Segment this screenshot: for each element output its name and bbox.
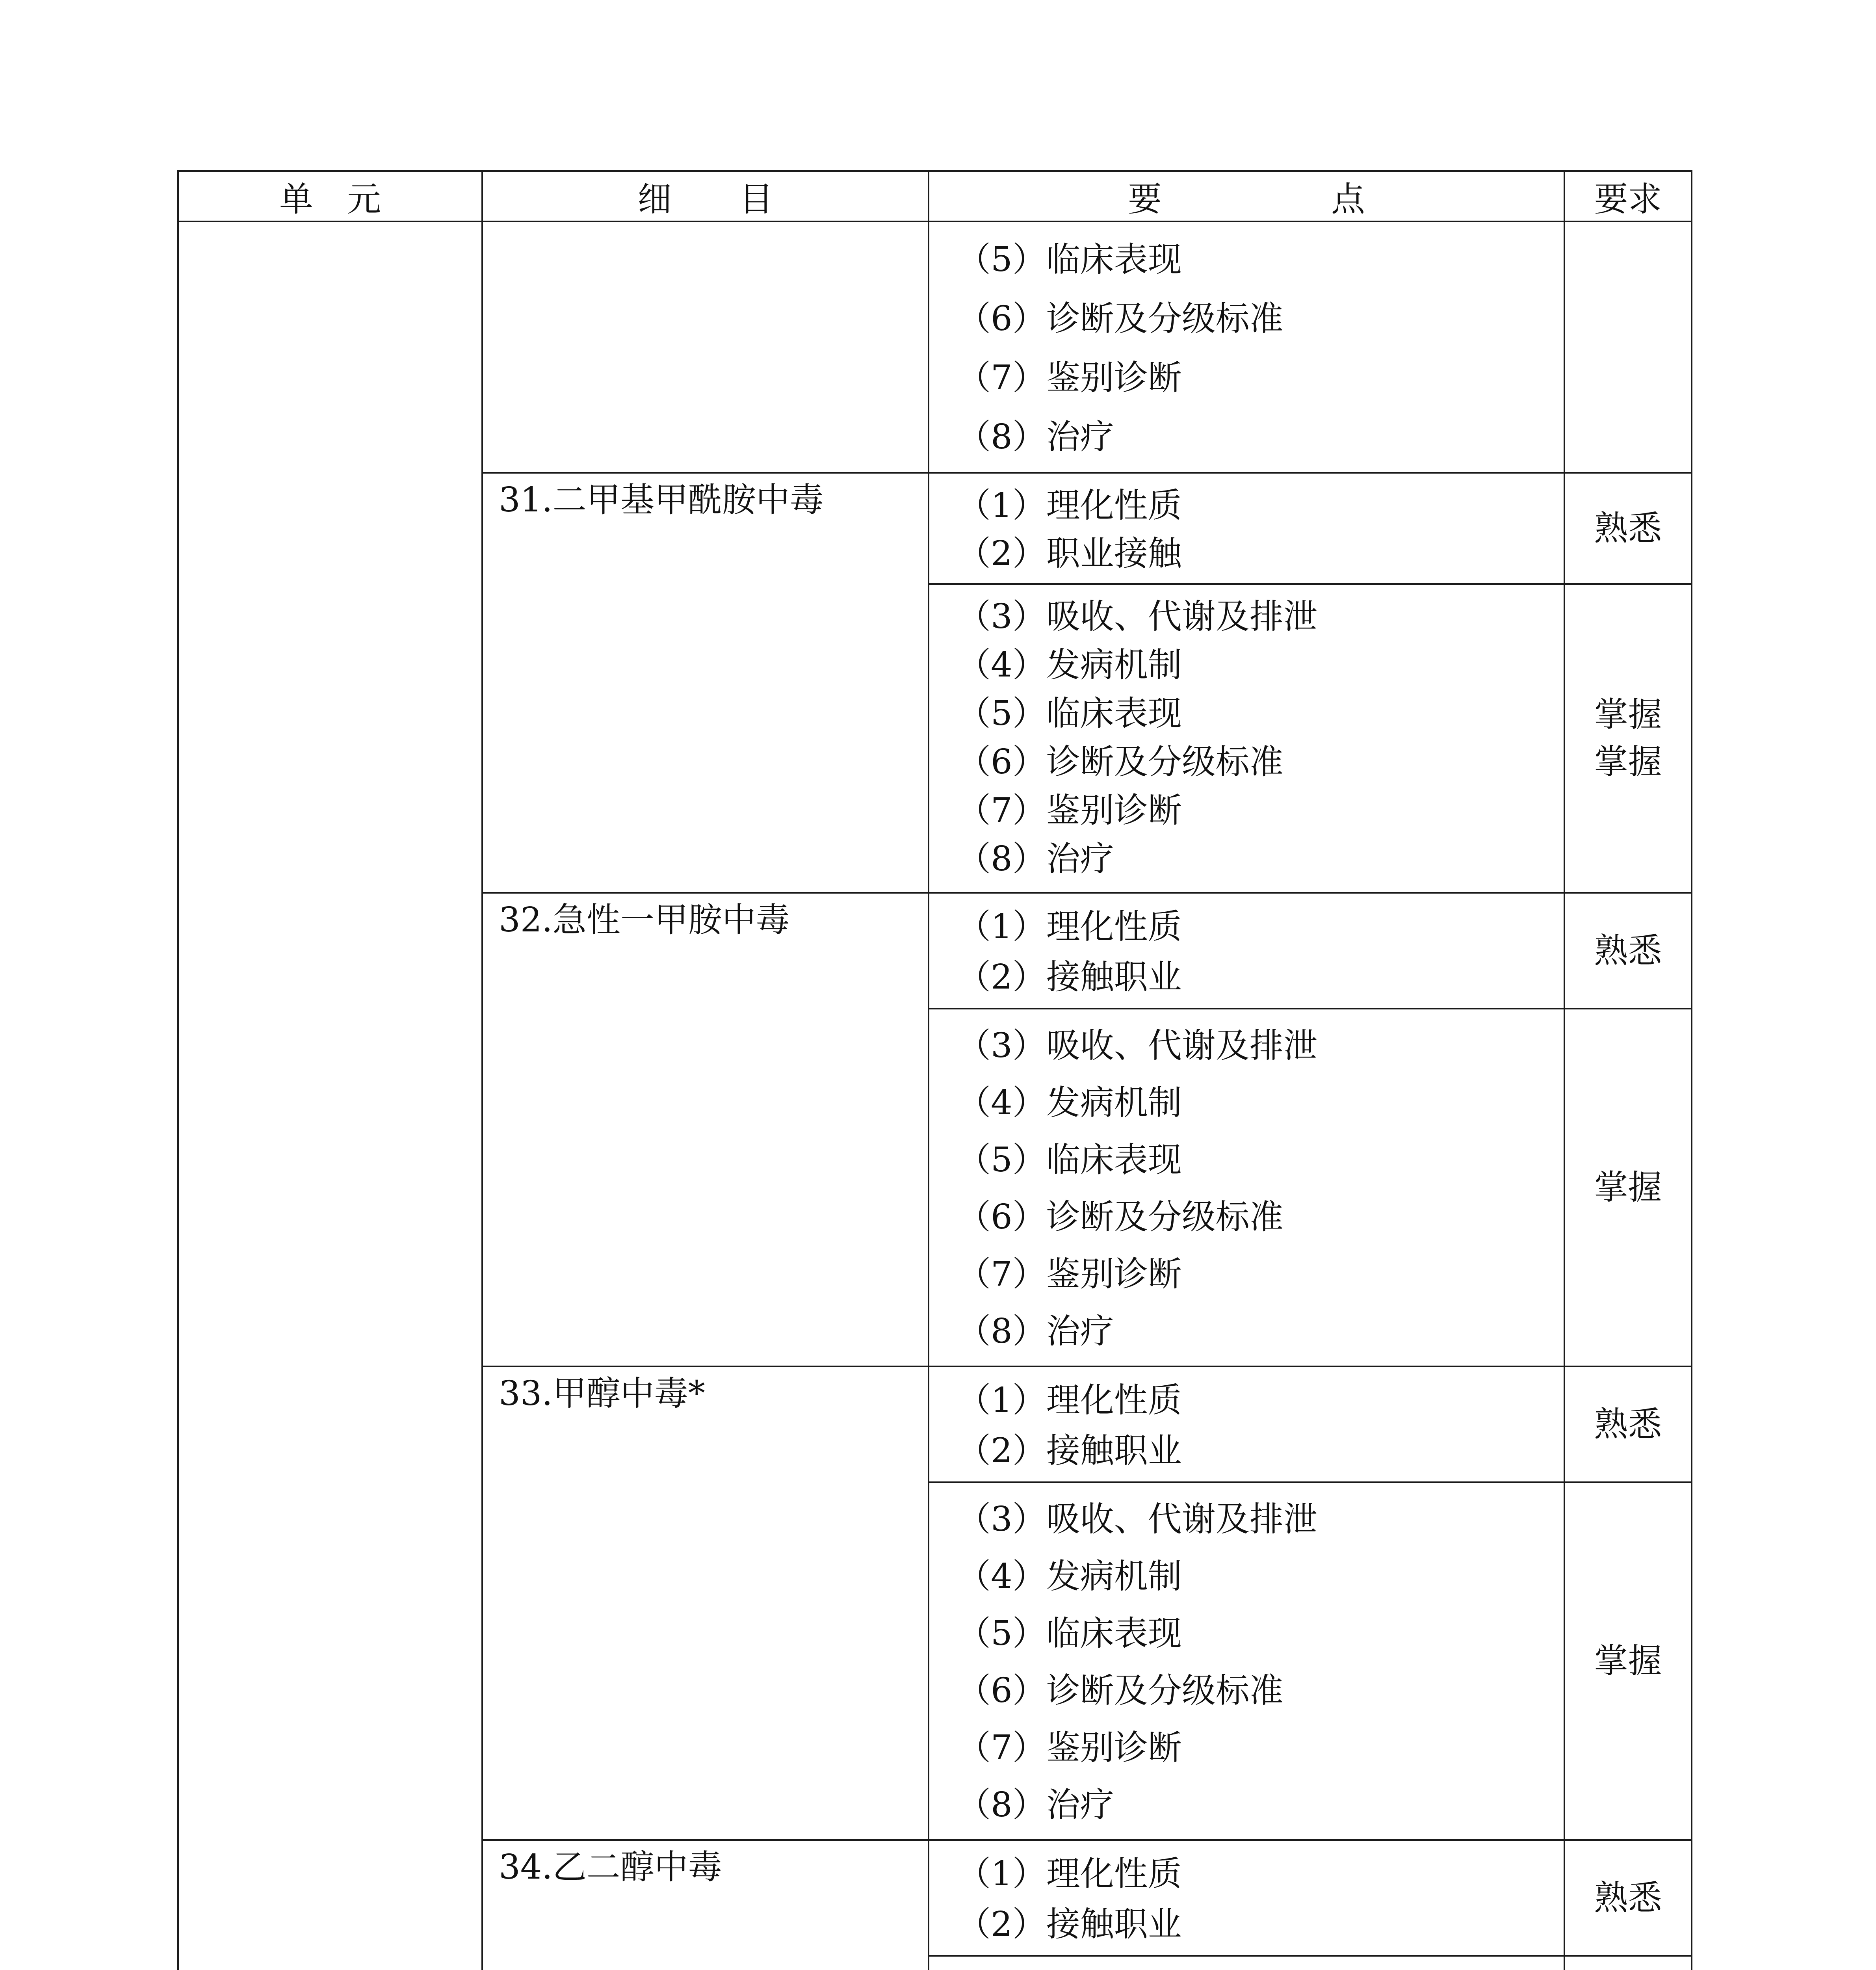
point-item: （3）吸收、代谢及排泄 bbox=[957, 597, 1317, 636]
point-item: （2）接触职业 bbox=[957, 957, 1182, 997]
points-cell bbox=[929, 1840, 1564, 1956]
points-cell bbox=[929, 1956, 1564, 1970]
requirement-cell: 掌握 掌握 bbox=[1564, 584, 1692, 893]
requirement-cell: 熟悉 bbox=[1564, 893, 1692, 1009]
points-cell bbox=[929, 584, 1564, 893]
point-item: （6）诊断及分级标准 bbox=[957, 1197, 1283, 1237]
point-item: （8）治疗 bbox=[957, 417, 1114, 457]
detail-cell: 32.急性一甲胺中毒 bbox=[482, 893, 929, 1366]
point-item: （5）临床表现 bbox=[957, 1614, 1182, 1653]
points-cell bbox=[929, 221, 1564, 473]
point-item: （1）理化性质 bbox=[957, 486, 1182, 525]
point-item: （1）理化性质 bbox=[957, 1381, 1182, 1420]
requirement-cell bbox=[1564, 221, 1692, 473]
requirement-cell: 掌握 bbox=[1564, 1009, 1692, 1366]
point-item: （7）鉴别诊断 bbox=[957, 1254, 1182, 1294]
point-item: （4）发病机制 bbox=[957, 1557, 1182, 1596]
point-item: （8）治疗 bbox=[957, 1312, 1114, 1351]
point-item: （7）鉴别诊断 bbox=[957, 1728, 1182, 1767]
header-requirement: 要求 bbox=[1564, 171, 1692, 221]
requirement-cell: 熟悉 bbox=[1564, 473, 1692, 584]
table-body bbox=[178, 221, 1692, 1970]
point-item: （6）诊断及分级标准 bbox=[957, 742, 1283, 782]
detail-cell bbox=[482, 221, 929, 473]
point-item: （6）诊断及分级标准 bbox=[957, 1671, 1283, 1710]
header-detail: 细 目 bbox=[482, 171, 929, 221]
point-item: （5）临床表现 bbox=[957, 694, 1182, 733]
points-cell bbox=[929, 1009, 1564, 1366]
requirement-cell: 掌握 bbox=[1564, 1482, 1692, 1840]
point-item: （2）职业接触 bbox=[957, 534, 1182, 573]
point-item: （2）接触职业 bbox=[957, 1905, 1182, 1944]
unit-cell bbox=[178, 221, 482, 1970]
detail-cell: 31.二甲基甲酰胺中毒 bbox=[482, 473, 929, 893]
points-cell bbox=[929, 893, 1564, 1009]
point-item: （5）临床表现 bbox=[957, 1140, 1182, 1180]
point-item: （7）鉴别诊断 bbox=[957, 791, 1182, 830]
point-item: （1）理化性质 bbox=[957, 907, 1182, 946]
point-item: （6）诊断及分级标准 bbox=[957, 299, 1283, 338]
point-item: （3）吸收、代谢及排泄 bbox=[957, 1026, 1317, 1065]
header-points: 要 点 bbox=[929, 171, 1564, 221]
point-item: （3）吸收、代谢及排泄 bbox=[957, 1500, 1317, 1539]
table-row bbox=[178, 221, 1692, 473]
header-unit: 单 元 bbox=[178, 171, 482, 221]
requirement-cell: 熟悉 bbox=[1564, 1840, 1692, 1956]
points-cell bbox=[929, 1366, 1564, 1482]
table-header-row bbox=[178, 171, 1692, 221]
point-item: （1）理化性质 bbox=[957, 1854, 1182, 1894]
point-item: （8）治疗 bbox=[957, 1785, 1114, 1825]
detail-cell: 34.乙二醇中毒 bbox=[482, 1840, 929, 1970]
point-item: （2）接触职业 bbox=[957, 1431, 1182, 1470]
point-item: （5）临床表现 bbox=[957, 240, 1182, 279]
points-cell bbox=[929, 473, 1564, 584]
point-item: （4）发病机制 bbox=[957, 645, 1182, 685]
syllabus-table bbox=[177, 170, 1692, 1970]
requirement-cell bbox=[1564, 1956, 1692, 1970]
point-item: （4）发病机制 bbox=[957, 1083, 1182, 1123]
detail-cell: 33.甲醇中毒* bbox=[482, 1366, 929, 1840]
point-item: （8）治疗 bbox=[957, 839, 1114, 879]
requirement-cell: 熟悉 bbox=[1564, 1366, 1692, 1482]
point-item bbox=[957, 1964, 1564, 1970]
points-cell bbox=[929, 1482, 1564, 1840]
point-item: （7）鉴别诊断 bbox=[957, 358, 1182, 398]
